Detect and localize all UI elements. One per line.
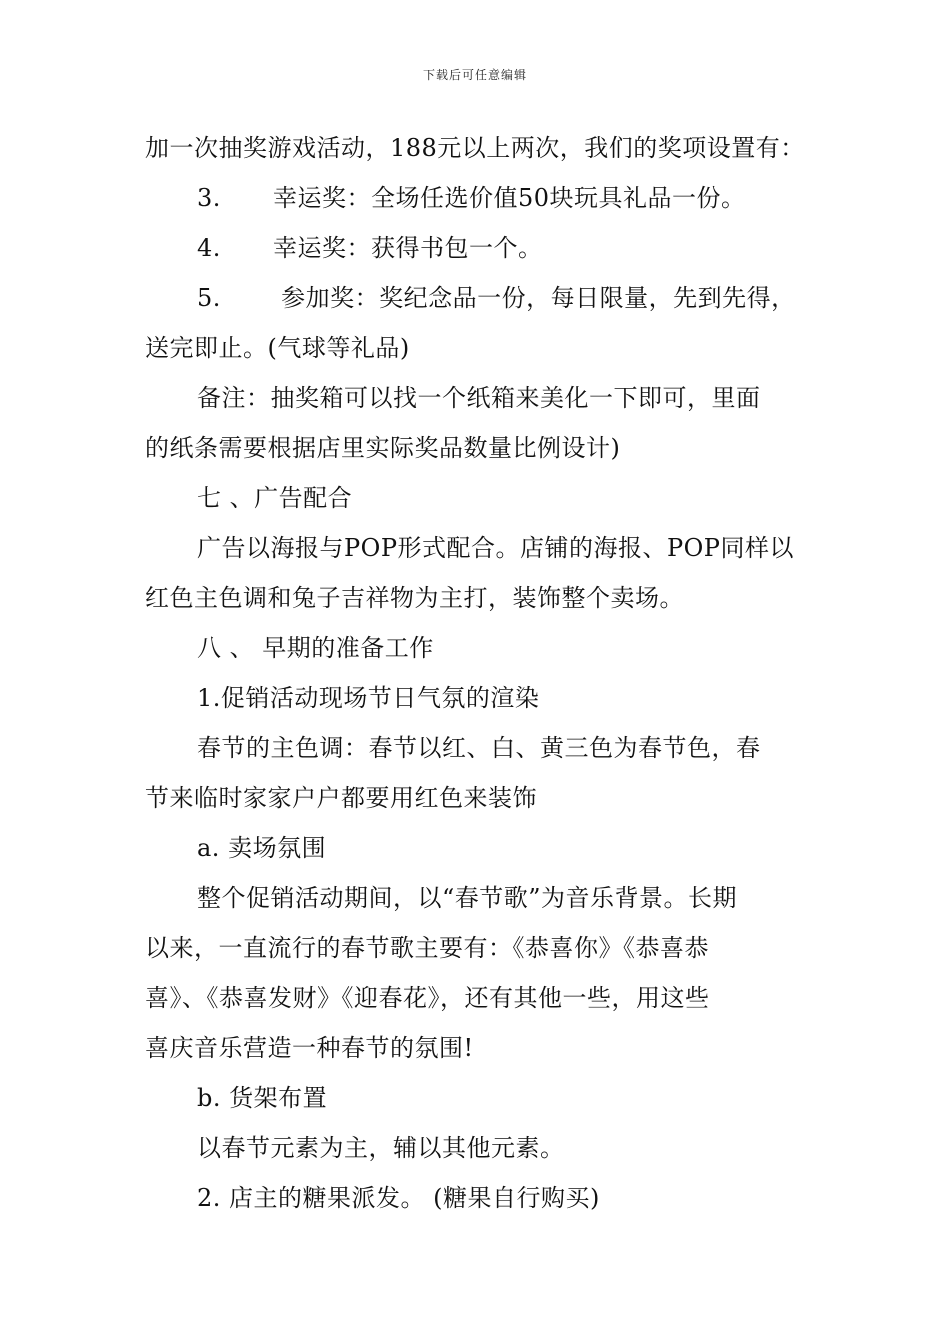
subsection-heading [145,828,825,878]
line-text: 的纸条需要根据店里实际奖品数量比例设计) [145,434,621,462]
paragraph-line [145,528,825,578]
paragraph-line [145,928,825,978]
subsection-heading [145,678,825,728]
list-number: 5. [197,284,221,312]
section-heading [145,478,825,528]
paragraph-line [145,378,825,428]
list-number: 3. [197,184,221,212]
heading-text: a. 卖场氛围 [197,834,327,862]
list-text: 幸运奖：获得书包一个。 [273,234,543,262]
subsection-heading [145,1078,825,1128]
list-item-4 [145,228,825,278]
paragraph-line [145,428,825,478]
section-heading [145,628,825,678]
line-text: 春节的主色调：春节以红、白、黄三色为春节色，春 [197,734,761,762]
line-text: 喜庆音乐营造一种春节的氛围! [145,1034,474,1062]
line-text: 以来，一直流行的春节歌主要有：《恭喜你》《恭喜恭 [145,934,709,962]
heading-text: 1.促销活动现场节日气氛的渲染 [197,684,540,712]
paragraph-line [145,778,825,828]
paragraph-line [145,878,825,928]
heading-text: b. 货架布置 [197,1084,328,1112]
line-text: 喜》、《恭喜发财》《迎春花》，还有其他一些，用这些 [145,984,710,1012]
line-text: 备注：抽奖箱可以找一个纸箱来美化一下即可，里面 [197,384,761,412]
heading-text: 八 、 早期的准备工作 [197,634,434,662]
line-text: 加一次抽奖游戏活动，188元以上两次，我们的奖项设置有： [145,134,805,162]
paragraph-line [145,978,825,1028]
paragraph-line [145,728,825,778]
subsection-heading [145,1178,825,1228]
heading-text: 七 、广告配合 [197,484,353,512]
paragraph-line [145,328,825,378]
line-text: 广告以海报与POP形式配合。店铺的海报、POP同样以 [197,534,794,562]
list-text: 参加奖：奖纪念品一份，每日限量，先到先得， [273,284,796,312]
page-header-note: 下载后可任意编辑 [422,68,527,82]
line-text: 红色主色调和兔子吉祥物为主打，装饰整个卖场。 [145,584,684,612]
list-item-3 [145,178,825,228]
line-text: 整个促销活动期间，以“春节歌”为音乐背景。长期 [197,884,738,912]
paragraph-line [145,128,825,178]
line-text: 送完即止。(气球等礼品) [145,334,410,362]
paragraph-line [145,1128,825,1178]
heading-text: 2. 店主的糖果派发。 (糖果自行购买) [197,1184,600,1212]
line-text: 以春节元素为主，辅以其他元素。 [197,1134,565,1162]
line-text: 节来临时家家户户都要用红色来装饰 [145,784,537,812]
list-item-5 [145,278,825,328]
paragraph-line [145,578,825,628]
document-body [145,128,825,1228]
list-text: 幸运奖：全场任选价值50块玩具礼品一份。 [273,184,746,212]
list-number: 4. [197,234,221,262]
paragraph-line [145,1028,825,1078]
